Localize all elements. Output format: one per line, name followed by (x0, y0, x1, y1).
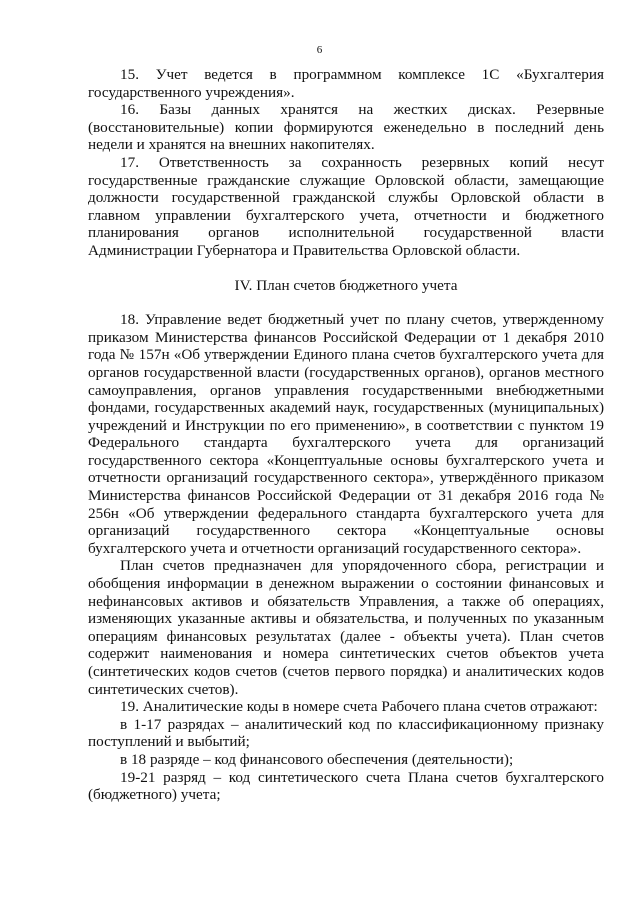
list-item-digits-19-21: 19-21 разряд – код синтетического счета Плана счетов бухгалтерского (бюджетного) учета; (88, 768, 604, 804)
section-heading: IV. План счетов бюджетного учета (234, 276, 458, 294)
document-body (88, 66, 604, 804)
page-number: 6 (316, 44, 323, 56)
paragraph-17: 17. Ответственность за сохранность резервных копий несут государственные гражданские служащие Орловской области, замещающие должности государственной гражданской службы Орловской области в главном управлении бухгалтерского учета, отчетности и бюджетного планирования органов исполнительной государственной власти Администрации Губернатора и Правительства Орловской области. (88, 153, 604, 259)
list-item-digits-1-17: в 1-17 разрядах – аналитический код по классификационному признаку поступлений и выбытий; (88, 715, 604, 751)
paragraph-16: 16. Базы данных хранятся на жестких дисках. Резервные (восстановительные) копии формируются еженедельно в последний день недели и хранятся на внешних накопителях. (88, 101, 604, 154)
paragraph-19: 19. Аналитические коды в номере счета Рабочего плана счетов отражают: (120, 698, 598, 716)
paragraph-chart-of-accounts: План счетов предназначен для упорядоченного сбора, регистрации и обобщения информации в денежном выражении о состоянии финансовых и нефинансовых активов и обязательств Управления, а также об операциях, изменяющих указанные активы и обязательства, и полученных по указанным операциям финансовых результатах (далее - объекты учета). План счетов содержит наименования и номера синтетических счетов объектов учета (синтетических кодов счетов (счетов первого порядка) и аналитических кодов синтетических счетов). (88, 557, 604, 698)
paragraph-18: 18. Управление ведет бюджетный учет по плану счетов, утвержденному приказом Министерства финансов Российской Федерации от 1 декабря 2010 года № 157н «Об утверждении Единого плана счетов бухгалтерского учета для органов государственной власти (государственных органов), органов местного самоуправления, органов управления государственными внебюджетными фондами, государственных академий наук, государственных (муниципальных) учреждений и Инструкции по его применению», в соответствии с пунктом 19 Федерального стандарта бухгалтерского учета для организаций государственного сектора «Концептуальные основы бухгалтерского учета и отчетности организаций государственного сектора», утверждённого приказом Министерства финансов Российской Федерации от 31 декабря 2016 года № 256н «Об утверждении федерального стандарта бухгалтерского учета для организаций государственного сектора «Концептуальные основы бухгалтерского учета и отчетности организаций государственного сектора». (88, 311, 604, 557)
list-item-digit-18: в 18 разряде – код финансового обеспечения (деятельности); (120, 750, 514, 768)
paragraph-15: 15. Учет ведется в программном комплексе 1С «Бухгалтерия государственного учреждения». (88, 66, 604, 101)
